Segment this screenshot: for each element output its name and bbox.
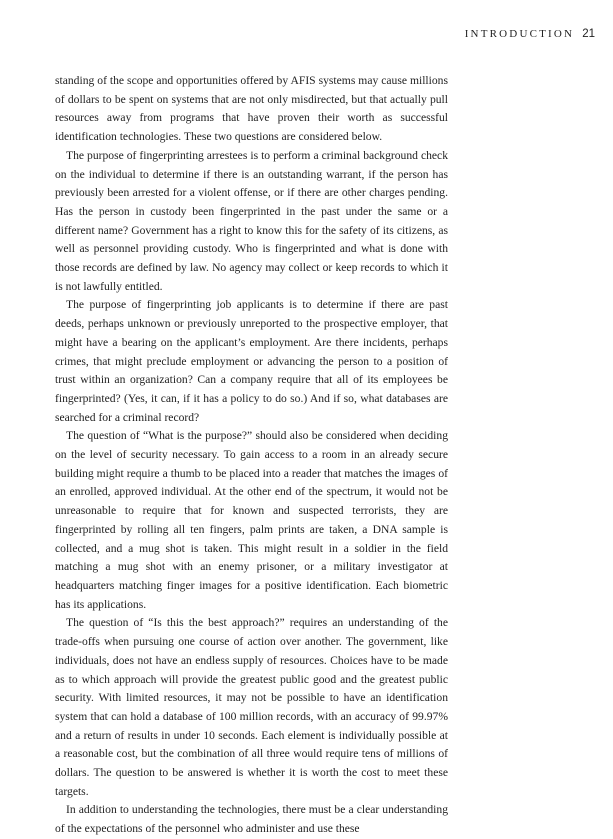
paragraph-best-approach: The question of “Is this the best approach?” requires an understanding of the trade-offs when pursuing one course of action over another. The government, like individuals, does not have an endless supply of resources. Choices have to be made as to which approach will provide the greatest public good and the greatest public security. With limited resources, it may not be possible to have an identification system that can hold a database of 100 million records, with an accuracy of 99.97% and a return of results in under 10 seconds. Each element is individually possible at a reasonable cost, but the combination of all three would require tens of millions of dollars. The question to be answered is whether it is worth the cost to meet these targets. — [55, 616, 448, 798]
paragraph-expectations: In addition to understanding the technologies, there must be a clear understanding of the expectations of the personnel who administer and use these — [55, 803, 448, 836]
section-title: INTRODUCTION — [464, 28, 575, 40]
page-number: 21 — [582, 28, 595, 40]
running-header — [465, 28, 595, 40]
paragraph-arrestees: The purpose of fingerprinting arrestees is to perform a criminal background check on the individual to determine if there is an outstanding warrant, if the person has previously been arrested for a violent offense, or if there are other charges pending. Has the person in custody been fingerprinted in the past under the same or a different name? Government has a right to know this for the safety of its citizens, as well as personnel providing custody. Who is fingerprinted and what is done with those records are defined by law. No agency may collect or keep records to which it is not lawfully entitled. — [55, 148, 448, 293]
paragraph-continued: standing of the scope and opportunities offered by AFIS systems may cause millions of dollars to be spent on systems that are not only misdirected, but that actually pull resources away from programs that have proven their worth as successful identification technologies. These two questions are considered below. — [55, 74, 448, 144]
paragraph-job-applicants: The purpose of fingerprinting job applicants is to determine if there are past deeds, perhaps unknown or previously unreported to the prospective employer, that might have a bearing on the applicant’s employment. Are there incidents, perhaps crimes, that might preclude employment or advancing the person to a position of trust within an organization? Can a company require that all of its employees be fingerprinted? (Yes, it can, if it has a policy to do so.) And if so, what databases are searched for a criminal record? — [55, 298, 448, 424]
paragraph-purpose-question: The question of “What is the purpose?” should also be considered when deciding on the level of security necessary. To gain access to a room in an already secure building might require a thumb to be placed into a reader that matches the images of an enrolled, approved individual. At the other end of the spectrum, it would not be unreasonable to require that for known and suspected terrorists, they are fingerprinted by rolling all ten fingers, palm prints are taken, a DNA sample is collected, and a mug shot is taken. This might result in a soldier in the field matching a mug shot with an enemy prisoner, or a military investigator at headquarters matching finger images for a positive identification. Each biometric has its applications. — [55, 429, 448, 611]
body-text — [55, 72, 448, 839]
